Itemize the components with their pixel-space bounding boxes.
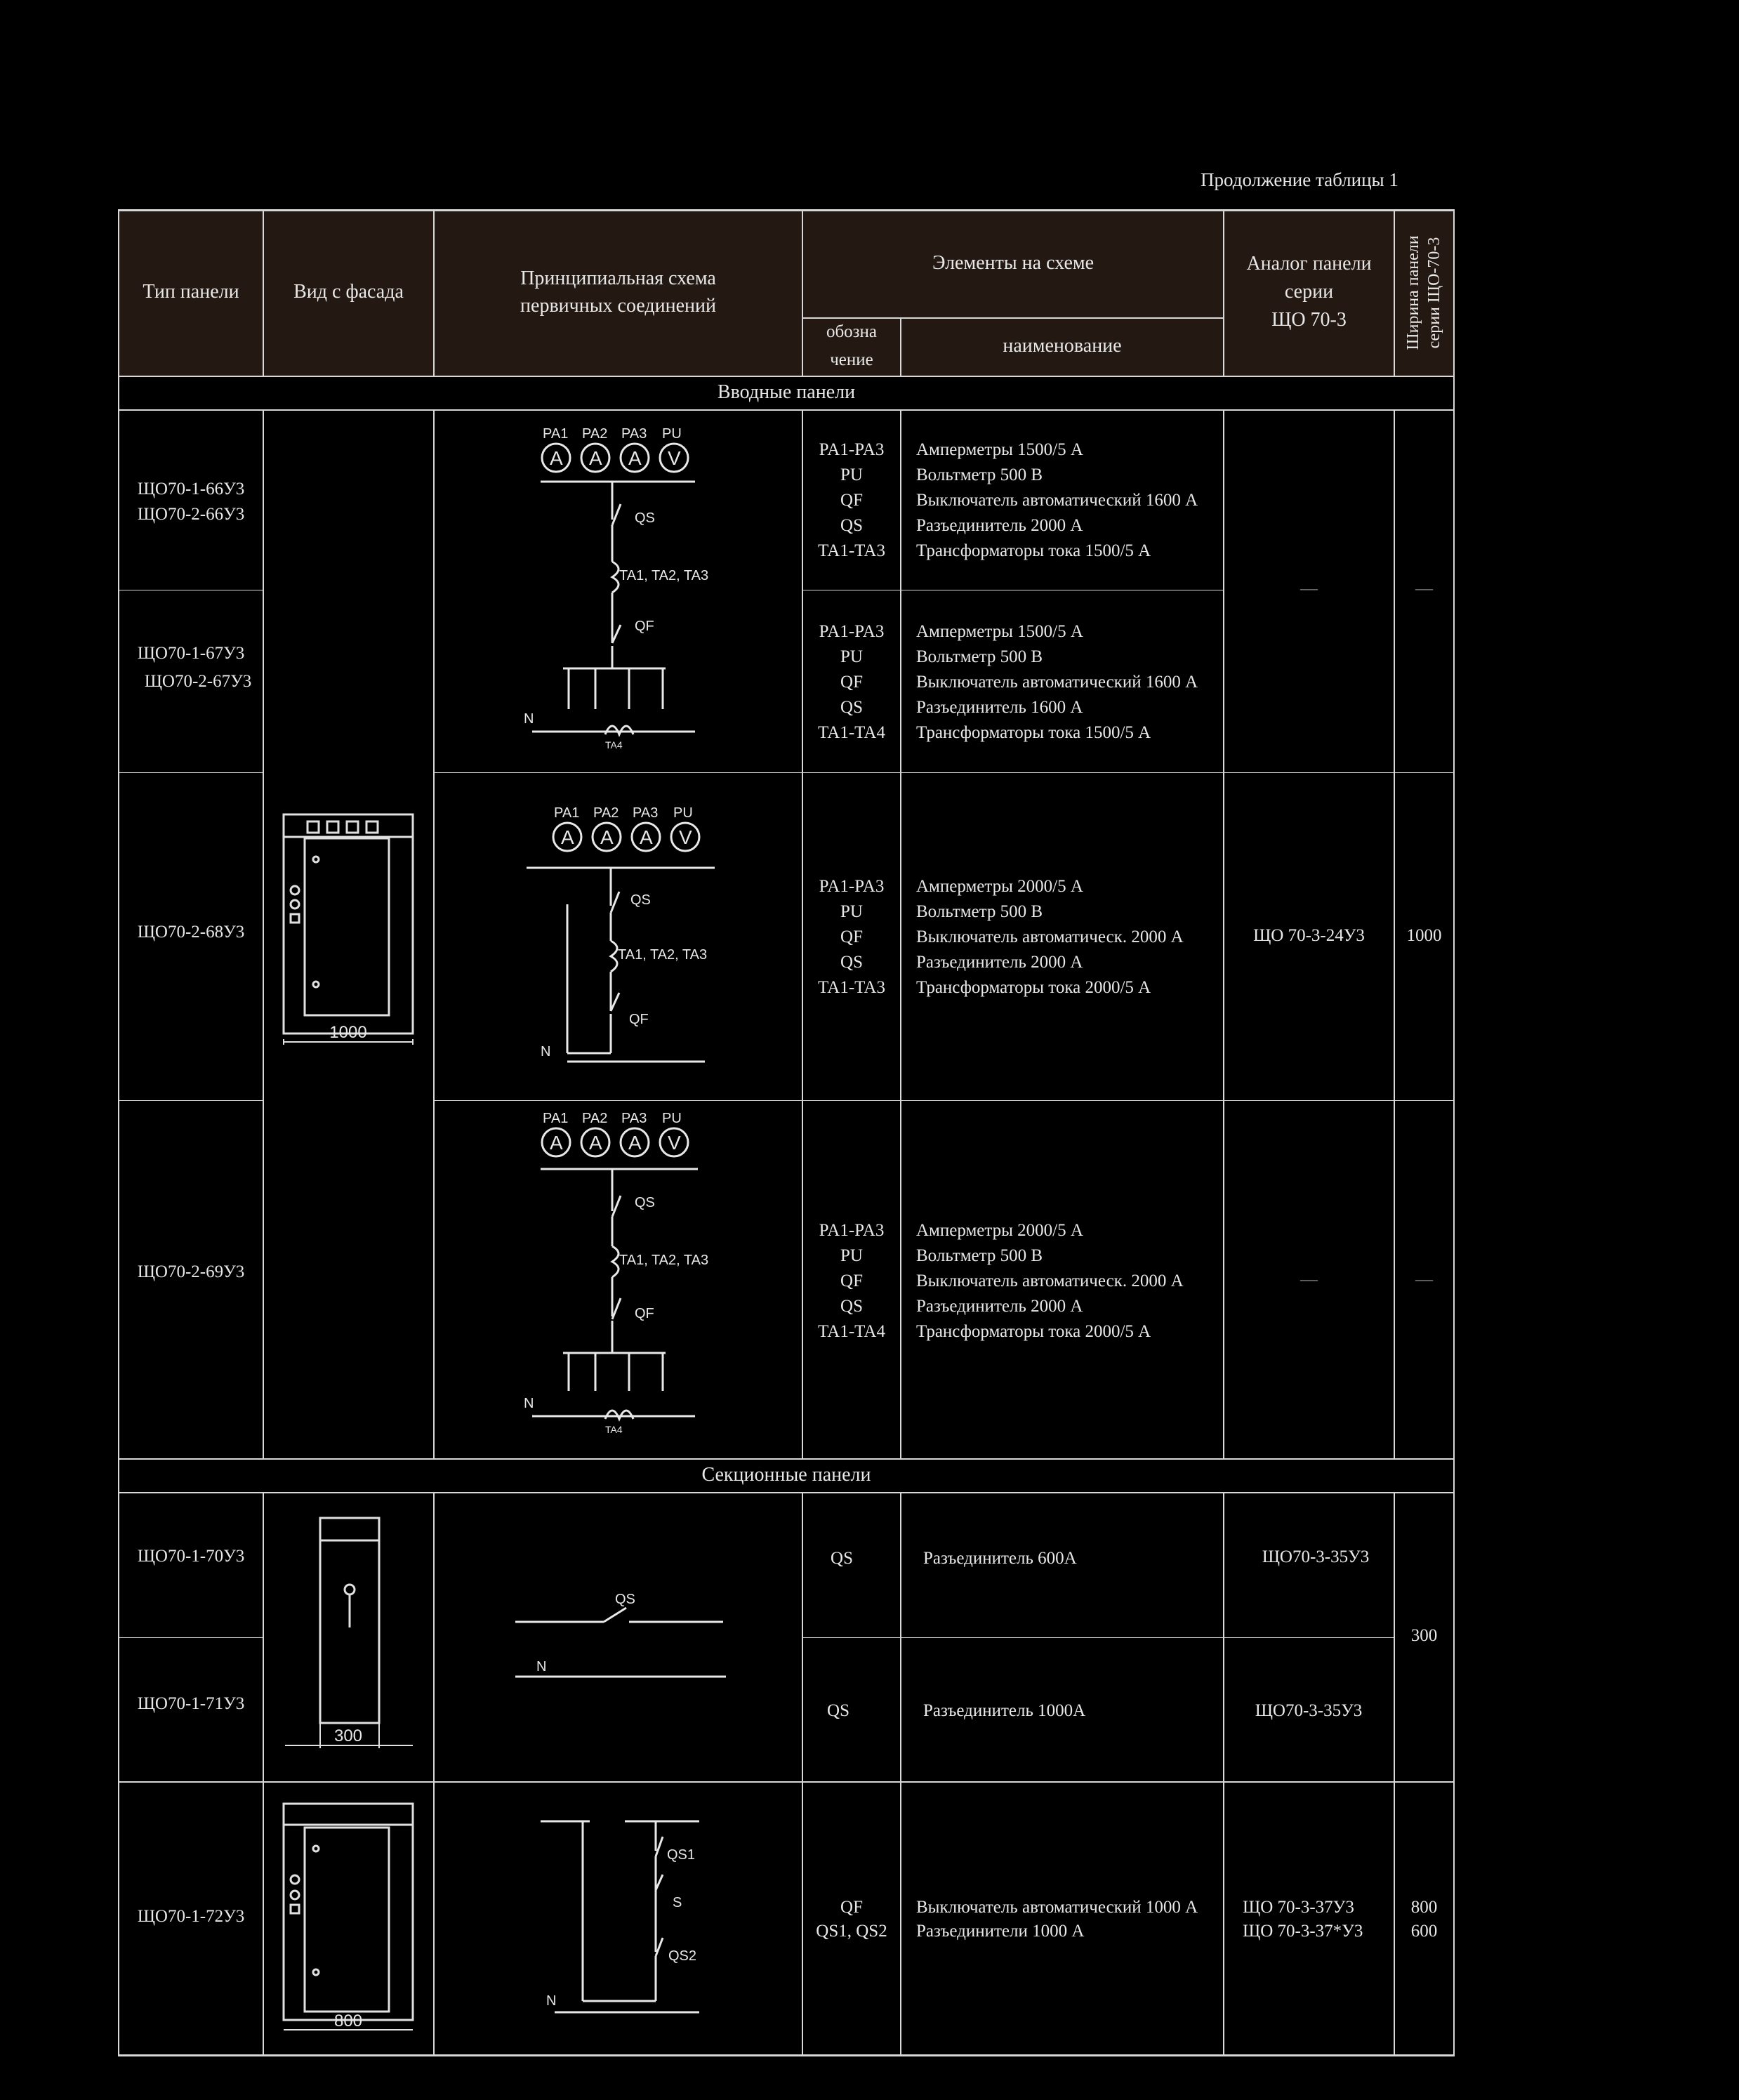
row5-code: QS bbox=[827, 1701, 849, 1720]
svg-text:PA2: PA2 bbox=[582, 426, 608, 442]
section-sectional-title: Секционные панели bbox=[701, 1464, 871, 1486]
row3-type: ЩО70-2-69У3 bbox=[137, 1262, 245, 1281]
row5-analog: ЩО70-3-35У3 bbox=[1255, 1701, 1363, 1720]
svg-text:PU: PU bbox=[662, 426, 682, 442]
svg-text:A: A bbox=[628, 1132, 642, 1154]
scheme-input-66-67 bbox=[520, 421, 744, 758]
svg-text:A: A bbox=[561, 826, 574, 848]
svg-text:QS: QS bbox=[635, 510, 655, 526]
svg-text:N: N bbox=[524, 711, 534, 727]
scheme-sectional-72 bbox=[534, 1811, 730, 2022]
svg-text:N: N bbox=[536, 1659, 547, 1675]
row5-name: Разъединитель 1000А bbox=[923, 1701, 1086, 1720]
header-width-line1: Ширина панели bbox=[1404, 235, 1422, 350]
svg-text:A: A bbox=[600, 826, 614, 848]
row1-names: Амперметры 1500/5 А Вольтметр 500 В Выключатель автоматический 1600 А Разъединитель 1600 А Трансформаторы тока 1500/5 А bbox=[916, 622, 1198, 742]
scheme-input-68 bbox=[520, 800, 744, 1081]
svg-text:PU: PU bbox=[673, 805, 693, 821]
row45-width: 300 bbox=[1410, 1626, 1438, 1645]
row1-type-1: ЩО70-1-67У3 bbox=[137, 644, 245, 663]
row3-width-dash: — bbox=[1415, 1270, 1433, 1289]
section-input-title: Вводные панели bbox=[717, 381, 856, 403]
svg-text:TA1, TA2, TA3: TA1, TA2, TA3 bbox=[619, 1253, 709, 1268]
row4-name: Разъединитель 600А bbox=[923, 1549, 1077, 1568]
svg-text:PA1: PA1 bbox=[543, 1111, 569, 1126]
header-designation-line2: чение bbox=[830, 350, 873, 369]
row6-width: 800 600 bbox=[1410, 1898, 1438, 1941]
header-name: наименование bbox=[1003, 335, 1122, 357]
row1-codes: PA1-PA3 PU QF QS TA1-TA4 bbox=[818, 622, 885, 742]
row0-type-2: ЩО70-2-66У3 bbox=[137, 505, 245, 524]
row2-codes: PA1-PA3 PU QF QS TA1-TA3 bbox=[818, 877, 885, 997]
row3-names: Амперметры 2000/5 А Вольтметр 500 В Выключатель автоматическ. 2000 А Разъединитель 2000 А Трансформаторы тока 2000/5 А bbox=[916, 1221, 1184, 1341]
svg-text:PA2: PA2 bbox=[582, 1111, 608, 1126]
svg-text:QS1: QS1 bbox=[667, 1847, 696, 1863]
svg-text:N: N bbox=[546, 1993, 557, 2009]
row0-codes: PA1-PA3 PU QF QS TA1-TA3 bbox=[818, 440, 885, 560]
svg-text:V: V bbox=[668, 447, 681, 469]
row01-width-dash: — bbox=[1415, 579, 1433, 598]
header-facade: Вид с фасада bbox=[293, 281, 404, 303]
row0-names: Амперметры 1500/5 А Вольтметр 500 В Выключатель автоматический 1600 А Разъединитель 2000 А Трансформаторы тока 1500/5 А bbox=[916, 440, 1198, 560]
header-designation-line1: обозна bbox=[826, 322, 878, 341]
svg-text:A: A bbox=[589, 1132, 602, 1154]
row5-type: ЩО70-1-71У3 bbox=[137, 1694, 245, 1713]
svg-text:PA1: PA1 bbox=[543, 426, 569, 442]
svg-text:QS: QS bbox=[630, 892, 651, 908]
svg-text:QS: QS bbox=[615, 1592, 635, 1607]
svg-text:A: A bbox=[589, 447, 602, 469]
table-caption: Продолжение таблицы 1 bbox=[1201, 169, 1399, 190]
svg-text:TA1, TA2, TA3: TA1, TA2, TA3 bbox=[619, 568, 709, 583]
svg-text:300: 300 bbox=[333, 1726, 363, 1745]
header-scheme-line1: Принципиальная схема bbox=[520, 268, 716, 289]
scheme-input-69 bbox=[520, 1106, 744, 1443]
row4-type: ЩО70-1-70У3 bbox=[137, 1547, 245, 1566]
row6-names: Выключатель автоматический 1000 А Разъединители 1000 А bbox=[916, 1898, 1198, 1941]
row0-type-1: ЩО70-1-66У3 bbox=[137, 480, 245, 498]
row2-type: ЩО70-2-68У3 bbox=[137, 923, 245, 942]
row2-analog: ЩО 70-3-24У3 bbox=[1253, 926, 1365, 945]
svg-text:PU: PU bbox=[662, 1111, 682, 1126]
svg-text:A: A bbox=[550, 1132, 563, 1154]
svg-text:N: N bbox=[524, 1396, 534, 1411]
svg-text:QS: QS bbox=[635, 1195, 655, 1210]
row6-analog: ЩО 70-3-37У3 ЩО 70-3-37*У3 bbox=[1243, 1898, 1363, 1941]
header-width-line2: серии ЩО-70-3 bbox=[1425, 237, 1443, 349]
svg-text:A: A bbox=[628, 447, 642, 469]
row1-type-2: ЩО70-2-67У3 bbox=[144, 672, 252, 691]
svg-text:N: N bbox=[541, 1044, 551, 1059]
header-width bbox=[1395, 211, 1453, 376]
row3-codes: PA1-PA3 PU QF QS TA1-TA4 bbox=[818, 1221, 885, 1341]
row6-codes: QF QS1, QS2 bbox=[816, 1898, 887, 1941]
svg-text:PA1: PA1 bbox=[554, 805, 580, 821]
svg-text:V: V bbox=[679, 826, 692, 848]
header-analog-line2: серии bbox=[1284, 281, 1334, 303]
svg-text:QF: QF bbox=[629, 1012, 649, 1027]
row2-names: Амперметры 2000/5 А Вольтметр 500 В Выключатель автоматическ. 2000 А Разъединитель 2000 А Трансформаторы тока 2000/5 А bbox=[916, 877, 1184, 997]
svg-text:A: A bbox=[550, 447, 563, 469]
facade-1000-drawing bbox=[264, 800, 432, 1053]
svg-text:TA4: TA4 bbox=[605, 1424, 623, 1435]
header-analog-line3: ЩО 70-3 bbox=[1271, 309, 1347, 331]
svg-text:1000: 1000 bbox=[329, 1023, 367, 1042]
svg-text:A: A bbox=[640, 826, 653, 848]
row4-code: QS bbox=[831, 1549, 853, 1568]
row01-analog-dash: — bbox=[1300, 579, 1318, 598]
svg-text:QF: QF bbox=[635, 619, 654, 634]
header-scheme-line2: первичных соединений bbox=[520, 295, 716, 317]
scheme-sectional-70-71 bbox=[505, 1573, 744, 1685]
svg-text:800: 800 bbox=[333, 2012, 363, 2030]
row4-analog: ЩО70-3-35У3 bbox=[1262, 1547, 1370, 1566]
svg-text:QS2: QS2 bbox=[668, 1948, 697, 1964]
svg-text:TA4: TA4 bbox=[605, 739, 623, 751]
row2-width: 1000 bbox=[1406, 926, 1442, 945]
facade-800-drawing bbox=[264, 1794, 432, 2047]
svg-text:PA3: PA3 bbox=[621, 1111, 647, 1126]
row6-type: ЩО70-1-72У3 bbox=[137, 1907, 245, 1926]
header-type: Тип панели bbox=[143, 281, 239, 303]
svg-text:PA3: PA3 bbox=[633, 805, 659, 821]
svg-text:TA1, TA2, TA3: TA1, TA2, TA3 bbox=[618, 947, 708, 963]
facade-300-drawing bbox=[264, 1510, 432, 1755]
svg-text:V: V bbox=[668, 1132, 681, 1154]
header-analog-line1: Аналог панели bbox=[1246, 253, 1372, 275]
header-elements: Элементы на схеме bbox=[932, 252, 1095, 274]
row3-analog-dash: — bbox=[1300, 1270, 1318, 1289]
svg-text:QF: QF bbox=[635, 1306, 654, 1321]
svg-text:PA3: PA3 bbox=[621, 426, 647, 442]
svg-text:S: S bbox=[673, 1895, 682, 1910]
svg-text:PA2: PA2 bbox=[593, 805, 619, 821]
